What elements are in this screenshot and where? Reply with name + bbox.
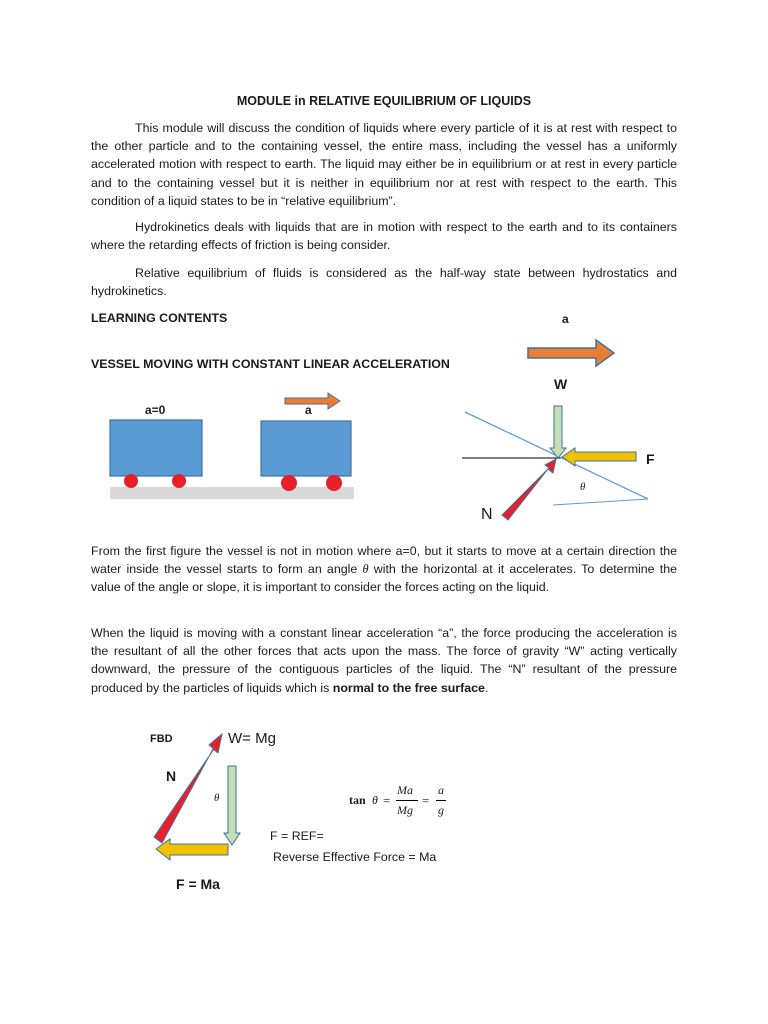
eq-theta: θ	[372, 793, 378, 807]
fbd-force-arrow	[156, 839, 228, 860]
body-paragraph-4	[91, 542, 677, 597]
p4-theta: θ	[362, 562, 369, 577]
eq-ma: Ma	[397, 783, 413, 797]
eq-fraction-bar-2	[436, 800, 446, 801]
label-a-zero: a=0	[145, 403, 166, 417]
fbd-normal-label: N	[166, 768, 177, 784]
eq-fraction-bar-1	[396, 800, 418, 801]
intro-paragraph-1: This module will discuss the condition of liquids where every particle of it is at rest with respect to the other particle and to the containing vessel, the entire mass, including the vessel has a uniformly accelerated motion with respect to earth. The liquid may either be in equilibrium or at rest in every particle and to the containing vessel but it is neither in equilibrium nor at rest with respect to the earth. This condition of a liquid states to be in “relative equilibrium”.	[91, 121, 677, 208]
label-theta: θ	[580, 481, 586, 493]
p5-text-1: When the liquid is moving with a constant linear acceleration “a”, the force producing the acceleration is the resultant of all the other forces that acts upon the mass. The force of gravity “W” acting vertically downward, the pressure of the contiguous particles of the liquid. The “N” resultant of the pressure produced by the particles of liquids which is	[91, 626, 677, 695]
fbd-label: FBD	[150, 733, 173, 745]
reverse-effective-force-label: Reverse Effective Force = Ma	[273, 850, 437, 864]
module-title: MODULE in RELATIVE EQUILIBRIUM OF LIQUIDS	[236, 94, 532, 108]
p5-end: .	[484, 680, 489, 695]
eq-mg: Mg	[397, 803, 413, 817]
cart-stationary-wheel-left	[124, 474, 138, 488]
p4-text-1: From the first figure the vessel is not in motion where a=0, but it starts to move at a certain direction the water inside the vessel starts to form an angle	[91, 544, 677, 577]
label-weight: W	[554, 376, 568, 392]
label-force: F	[646, 451, 655, 467]
ground-strip	[110, 487, 354, 499]
f-ref-label: F = REF=	[270, 829, 324, 843]
angle-reference-line	[553, 499, 648, 505]
cart-accelerating-wheel-right	[326, 475, 342, 491]
label-a-cart: a	[305, 403, 312, 417]
normal-arrow	[502, 459, 556, 520]
section-heading: VESSEL MOVING WITH CONSTANT LINEAR ACCELERATION	[91, 357, 450, 371]
fbd-weight-label: W= Mg	[228, 730, 276, 747]
fbd-normal-arrow	[154, 734, 222, 843]
eq-g: g	[438, 803, 444, 817]
force-arrow	[562, 448, 636, 466]
p4-text-2: with the horizontal at it accelerates. To determine the value of the angle or slope, it is important to consider the forces acting on the liquid.	[91, 562, 677, 595]
eq-a: a	[438, 783, 444, 797]
intro-paragraph-2: Hydrokinetics deals with liquids that are in motion with respect to the earth and to its containers where the retarding effects of friction is being consider.	[91, 220, 677, 253]
cart-accelerating	[261, 421, 351, 476]
acceleration-arrow-large	[528, 340, 614, 366]
cart-stationary	[110, 420, 202, 476]
learning-contents-heading: LEARNING CONTENTS	[91, 311, 228, 325]
eq-equals-2: =	[422, 793, 430, 808]
intro-paragraph-3: Relative equilibrium of fluids is considered as the half-way state between hydrostatics and hydrokinetics.	[91, 266, 677, 299]
body-paragraph-5	[91, 624, 677, 697]
fbd-theta-label: θ	[214, 792, 220, 804]
weight-arrow	[550, 406, 566, 458]
cart-accelerating-wheel-left	[281, 475, 297, 491]
label-normal: N	[481, 506, 493, 523]
fbd-force-label: F = Ma	[176, 876, 220, 892]
tan-equation	[349, 782, 469, 822]
fbd-weight-arrow	[224, 766, 240, 845]
label-a-top: a	[562, 312, 569, 326]
cart-stationary-wheel-right	[172, 474, 186, 488]
acceleration-arrow-small	[285, 393, 340, 409]
eq-tan: tan	[349, 793, 366, 807]
p5-bold-text: normal to the free surface	[332, 680, 485, 695]
eq-equals-1: =	[383, 793, 391, 808]
